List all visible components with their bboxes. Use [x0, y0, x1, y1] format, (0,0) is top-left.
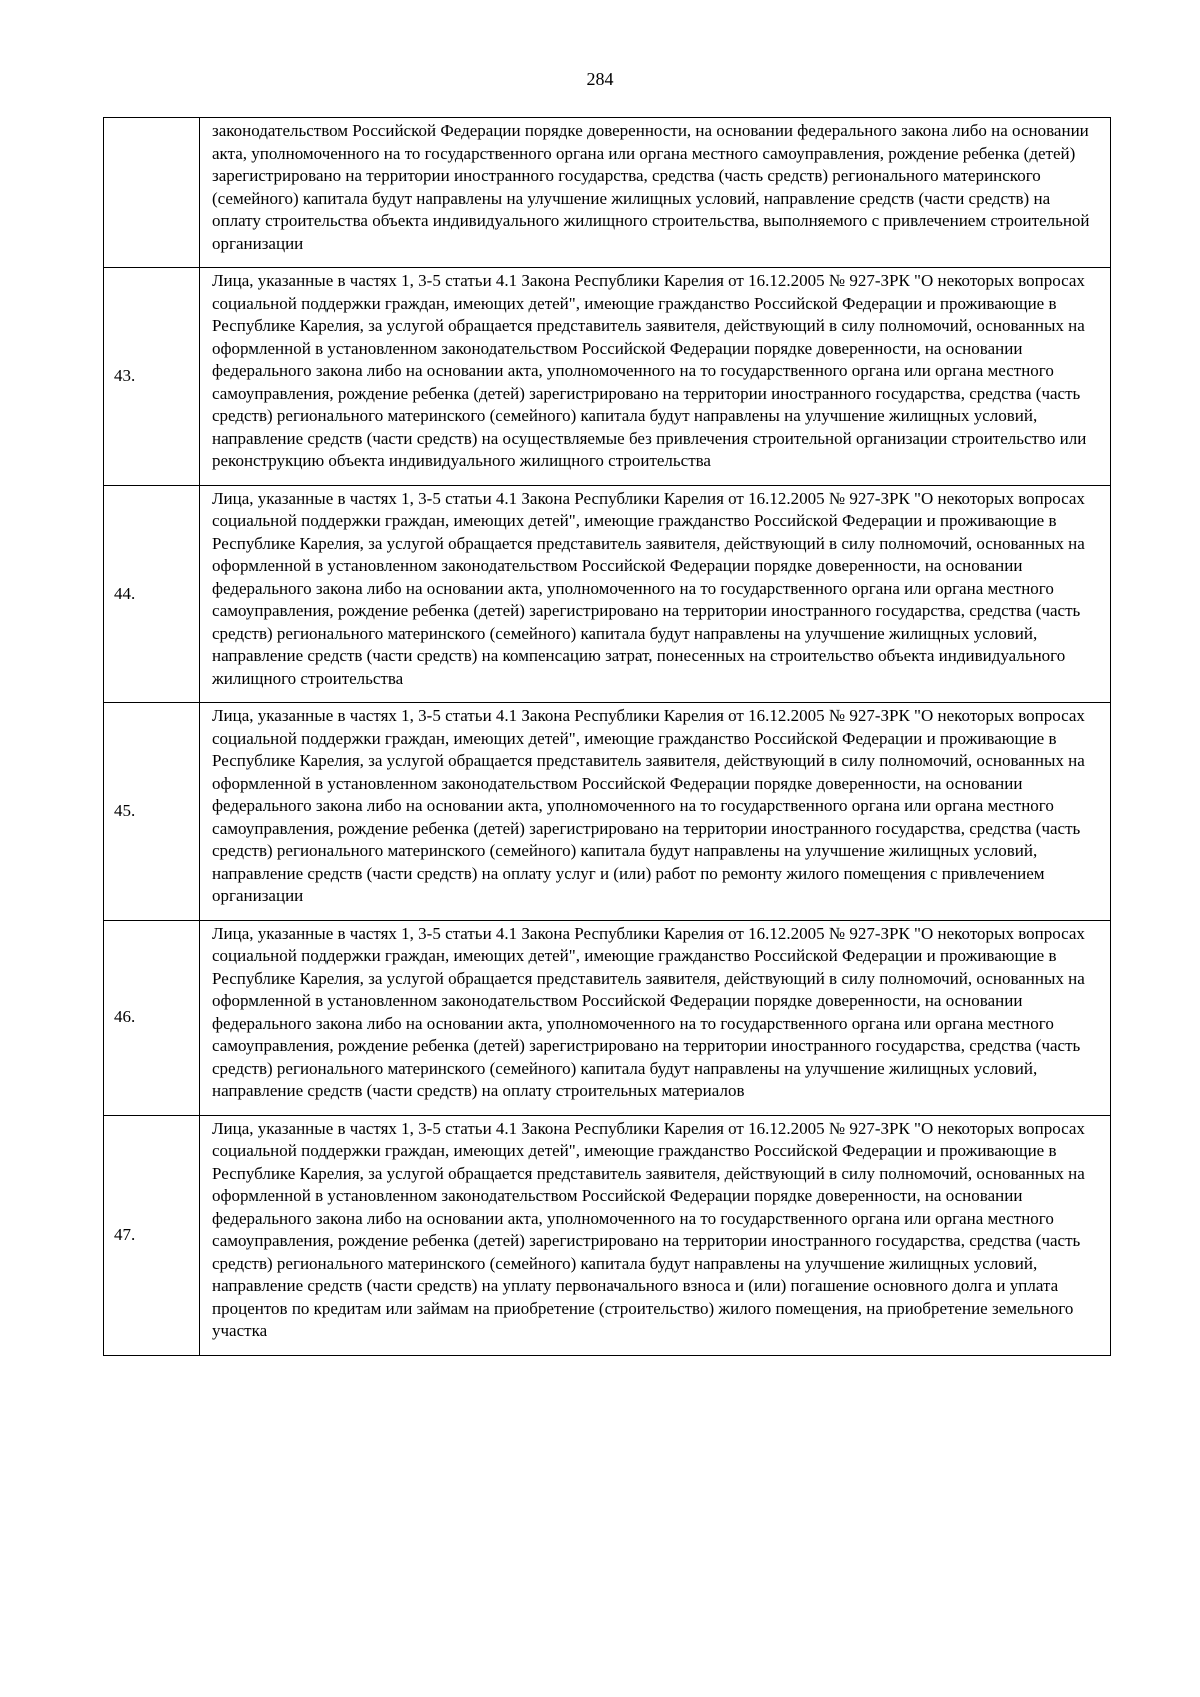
services-table	[103, 117, 1111, 1356]
page-number: 284	[586, 69, 614, 89]
row-description-cell: Лица, указанные в частях 1, 3-5 статьи 4.1 Закона Республики Карелия от 16.12.2005 № 927-ЗРК "О некоторых вопросах социальной поддержки граждан, имеющих детей", имеющие гражданство Российской Федерации и проживающие в Республике Карелия, за услугой обращается представитель заявителя, действующий в силу полномочий, основанных на оформленной в установленном законодательством Российской Федерации порядке доверенности, на основании федерального закона либо на основании акта, уполномоченного на то государственного органа или органа местного самоуправления, рождение ребенка (детей) зарегистрировано на территории иностранного государства, средства (часть средств) регионального материнского (семейного) капитала будут направлены на улучшение жилищных условий, направление средств (части средств) на осуществляемые без привлечения строительной организации строительство или реконструкцию объекта индивидуального жилищного строительства	[200, 268, 1111, 486]
row-description-cell: Лица, указанные в частях 1, 3-5 статьи 4.1 Закона Республики Карелия от 16.12.2005 № 927-ЗРК "О некоторых вопросах социальной поддержки граждан, имеющих детей", имеющие гражданство Российской Федерации и проживающие в Республике Карелия, за услугой обращается представитель заявителя, действующий в силу полномочий, основанных на оформленной в установленном законодательством Российской Федерации порядке доверенности, на основании федерального закона либо на основании акта, уполномоченного на то государственного органа или органа местного самоуправления, рождение ребенка (детей) зарегистрировано на территории иностранного государства, средства (часть средств) регионального материнского (семейного) капитала будут направлены на улучшение жилищных условий, направление средств (части средств) на компенсацию затрат, понесенных на строительство объекта индивидуального жилищного строительства	[200, 485, 1111, 703]
table-row	[104, 703, 1111, 921]
table-row	[104, 485, 1111, 703]
row-number-cell: 45.	[104, 703, 200, 921]
table-row	[104, 1115, 1111, 1355]
row-number-cell: 47.	[104, 1115, 200, 1355]
row-number-cell: 46.	[104, 920, 200, 1115]
row-description-cell: Лица, указанные в частях 1, 3-5 статьи 4.1 Закона Республики Карелия от 16.12.2005 № 927-ЗРК "О некоторых вопросах социальной поддержки граждан, имеющих детей", имеющие гражданство Российской Федерации и проживающие в Республике Карелия, за услугой обращается представитель заявителя, действующий в силу полномочий, основанных на оформленной в установленном законодательством Российской Федерации порядке доверенности, на основании федерального закона либо на основании акта, уполномоченного на то государственного органа или органа местного самоуправления, рождение ребенка (детей) зарегистрировано на территории иностранного государства, средства (часть средств) регионального материнского (семейного) капитала будут направлены на улучшение жилищных условий, направление средств (части средств) на оплату услуг и (или) работ по ремонту жилого помещения с привлечением организации	[200, 703, 1111, 921]
table-row	[104, 268, 1111, 486]
row-description-cell: Лица, указанные в частях 1, 3-5 статьи 4.1 Закона Республики Карелия от 16.12.2005 № 927-ЗРК "О некоторых вопросах социальной поддержки граждан, имеющих детей", имеющие гражданство Российской Федерации и проживающие в Республике Карелия, за услугой обращается представитель заявителя, действующий в силу полномочий, основанных на оформленной в установленном законодательством Российской Федерации порядке доверенности, на основании федерального закона либо на основании акта, уполномоченного на то государственного органа или органа местного самоуправления, рождение ребенка (детей) зарегистрировано на территории иностранного государства, средства (часть средств) регионального материнского (семейного) капитала будут направлены на улучшение жилищных условий, направление средств (части средств) на уплату первоначального взноса и (или) погашение основного долга и уплата процентов по кредитам или займам на приобретение (строительство) жилого помещения, на приобретение земельного участка	[200, 1115, 1111, 1355]
row-number-cell	[104, 118, 200, 268]
row-description-cell: Лица, указанные в частях 1, 3-5 статьи 4.1 Закона Республики Карелия от 16.12.2005 № 927-ЗРК "О некоторых вопросах социальной поддержки граждан, имеющих детей", имеющие гражданство Российской Федерации и проживающие в Республике Карелия, за услугой обращается представитель заявителя, действующий в силу полномочий, основанных на оформленной в установленном законодательством Российской Федерации порядке доверенности, на основании федерального закона либо на основании акта, уполномоченного на то государственного органа или органа местного самоуправления, рождение ребенка (детей) зарегистрировано на территории иностранного государства, средства (часть средств) регионального материнского (семейного) капитала будут направлены на улучшение жилищных условий, направление средств (части средств) на оплату строительных материалов	[200, 920, 1111, 1115]
row-number-cell: 43.	[104, 268, 200, 486]
table-row	[104, 920, 1111, 1115]
row-description-cell: законодательством Российской Федерации порядке доверенности, на основании федерального закона либо на основании акта, уполномоченного на то государственного органа или органа местного самоуправления, рождение ребенка (детей) зарегистрировано на территории иностранного государства, средства (часть средств) регионального материнского (семейного) капитала будут направлены на улучшение жилищных условий, направление средств (части средств) на оплату строительства объекта индивидуального жилищного строительства, выполняемого с привлечением строительной организации	[200, 118, 1111, 268]
table-row	[104, 118, 1111, 268]
row-number-cell: 44.	[104, 485, 200, 703]
